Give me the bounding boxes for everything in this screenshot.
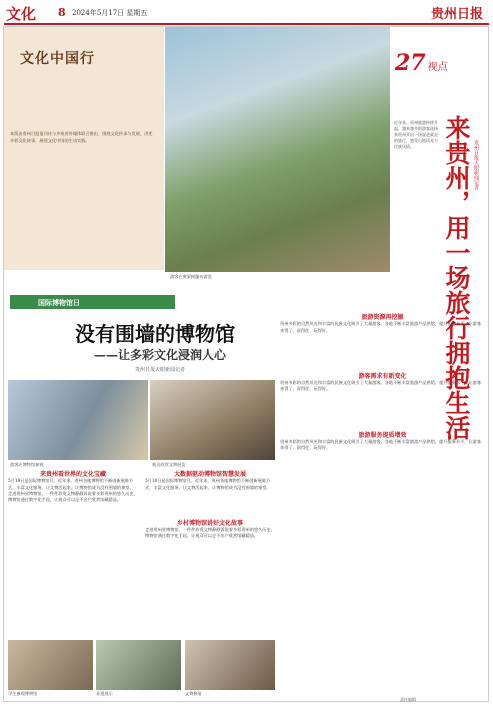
intro-text: 本版由贵州日报报刊社与多家省外媒体联合推出，围绕文化传承与发展，讲述多彩文化故事，展现文化中国的生动实践。 xyxy=(10,131,153,143)
section-title: 文化 xyxy=(6,5,37,23)
article-subtitle: ——让多彩文化浸润人心 xyxy=(93,348,226,362)
page-number: 8 xyxy=(58,6,66,19)
article-byline: 贵州日报天眼新闻记者 xyxy=(134,367,185,373)
right-headline: 来贵州，用一场旅行拥抱生活 xyxy=(442,115,471,440)
editor-credit: 责任编辑 xyxy=(400,697,416,702)
article-subhead-2: 大数据驱动博物馆智慧发展 xyxy=(173,471,246,478)
photo-a xyxy=(8,380,148,460)
viewpoint-badge xyxy=(395,50,448,76)
main-photo xyxy=(165,27,390,272)
photo-e xyxy=(185,640,275,690)
article-paragraph-1: 5月18日是国际博物馆日。近年来，贵州各地博物馆不断创新展陈方式，丰富文化服务，让文物活起来，让博物馆成为没有围墙的课堂。 xyxy=(8,478,134,490)
article-subhead-1: 来贵州看世界的文化宝藏 xyxy=(39,471,106,478)
article-paragraph-4: 走进贵州省博物馆，一件件珍贵文物静静诉说着多彩贵州的悠久历史。博物馆通过数字化手段，让观众可以足不出户欣赏馆藏精品。 xyxy=(145,527,275,539)
article-col-2 xyxy=(145,472,275,540)
right-subhead-1: 旅游资源再挖掘 xyxy=(361,314,404,321)
right-subhead-3: 旅游服务提质增效 xyxy=(358,431,407,439)
article-paragraph-3: 5月18日是国际博物馆日。近年来，贵州各地博物馆不断创新展陈方式，丰富文化服务，让文物活起来，让博物馆成为没有围墙的课堂。 xyxy=(145,478,271,490)
photo-d-caption: 非遗展示 xyxy=(96,691,113,696)
column-label: 国际博物馆日 xyxy=(38,298,80,307)
photo-c xyxy=(8,640,93,690)
right-subhead-2: 游客需求有新变化 xyxy=(358,372,407,380)
article-title: 没有围墙的博物馆 xyxy=(75,322,235,346)
masthead: 贵州日报 xyxy=(430,7,483,22)
article-col-1 xyxy=(8,472,138,503)
article-subhead-3: 乡村博物馆讲好文化故事 xyxy=(176,519,243,527)
photo-e-caption: 文物修复 xyxy=(185,691,202,696)
issue-date: 2024年5月17日 星期五 xyxy=(72,9,148,17)
right-paragraph-3: 贵州多彩的自然风光和丰富的民族文化吸引了大量游客。各地不断丰富旅游产品供给，提升服务水平，让游客来得了、留得住、玩得好。 xyxy=(280,439,482,451)
header-rule xyxy=(4,23,489,25)
right-body xyxy=(280,315,485,452)
main-photo-caption: 游客在黄果树瀑布游览 xyxy=(170,274,212,279)
photo-b-caption: 观众欣赏文物展览 xyxy=(152,462,186,467)
photo-c-caption: 学生参观博物馆 xyxy=(8,691,38,696)
right-lead: 近年来，贵州旅游持续升温，越来越多的游客选择来贵州开启一场说走就走的旅行，感受山地风光与民族风情。 xyxy=(394,120,438,149)
right-paragraph-2: 贵州多彩的自然风光和丰富的民族文化吸引了大量游客。各地不断丰富旅游产品供给，提升服务水平，让游客来得了、留得住、玩得好。 xyxy=(280,380,482,392)
article-paragraph-2: 走进贵州省博物馆，一件件珍贵文物静静诉说着多彩贵州的悠久历史。博物馆通过数字化手段，让观众可以足不出户欣赏馆藏精品。 xyxy=(8,490,138,503)
right-paragraph-1: 贵州多彩的自然风光和丰富的民族文化吸引了大量游客。各地不断丰富旅游产品供给，提升服务水平，让游客来得了、留得住、玩得好。 xyxy=(280,321,482,333)
feature-heading: 文化中国行 xyxy=(20,51,95,67)
photo-d xyxy=(96,640,181,690)
photo-b xyxy=(150,380,275,460)
column-banner xyxy=(10,295,175,309)
badge-label: 视点 xyxy=(427,62,448,73)
badge-number: 27 xyxy=(395,50,426,76)
right-byline: 贵州日报天眼新闻记者 xyxy=(473,140,479,190)
photo-a-caption: 游客在博物馆参观 xyxy=(10,462,44,467)
